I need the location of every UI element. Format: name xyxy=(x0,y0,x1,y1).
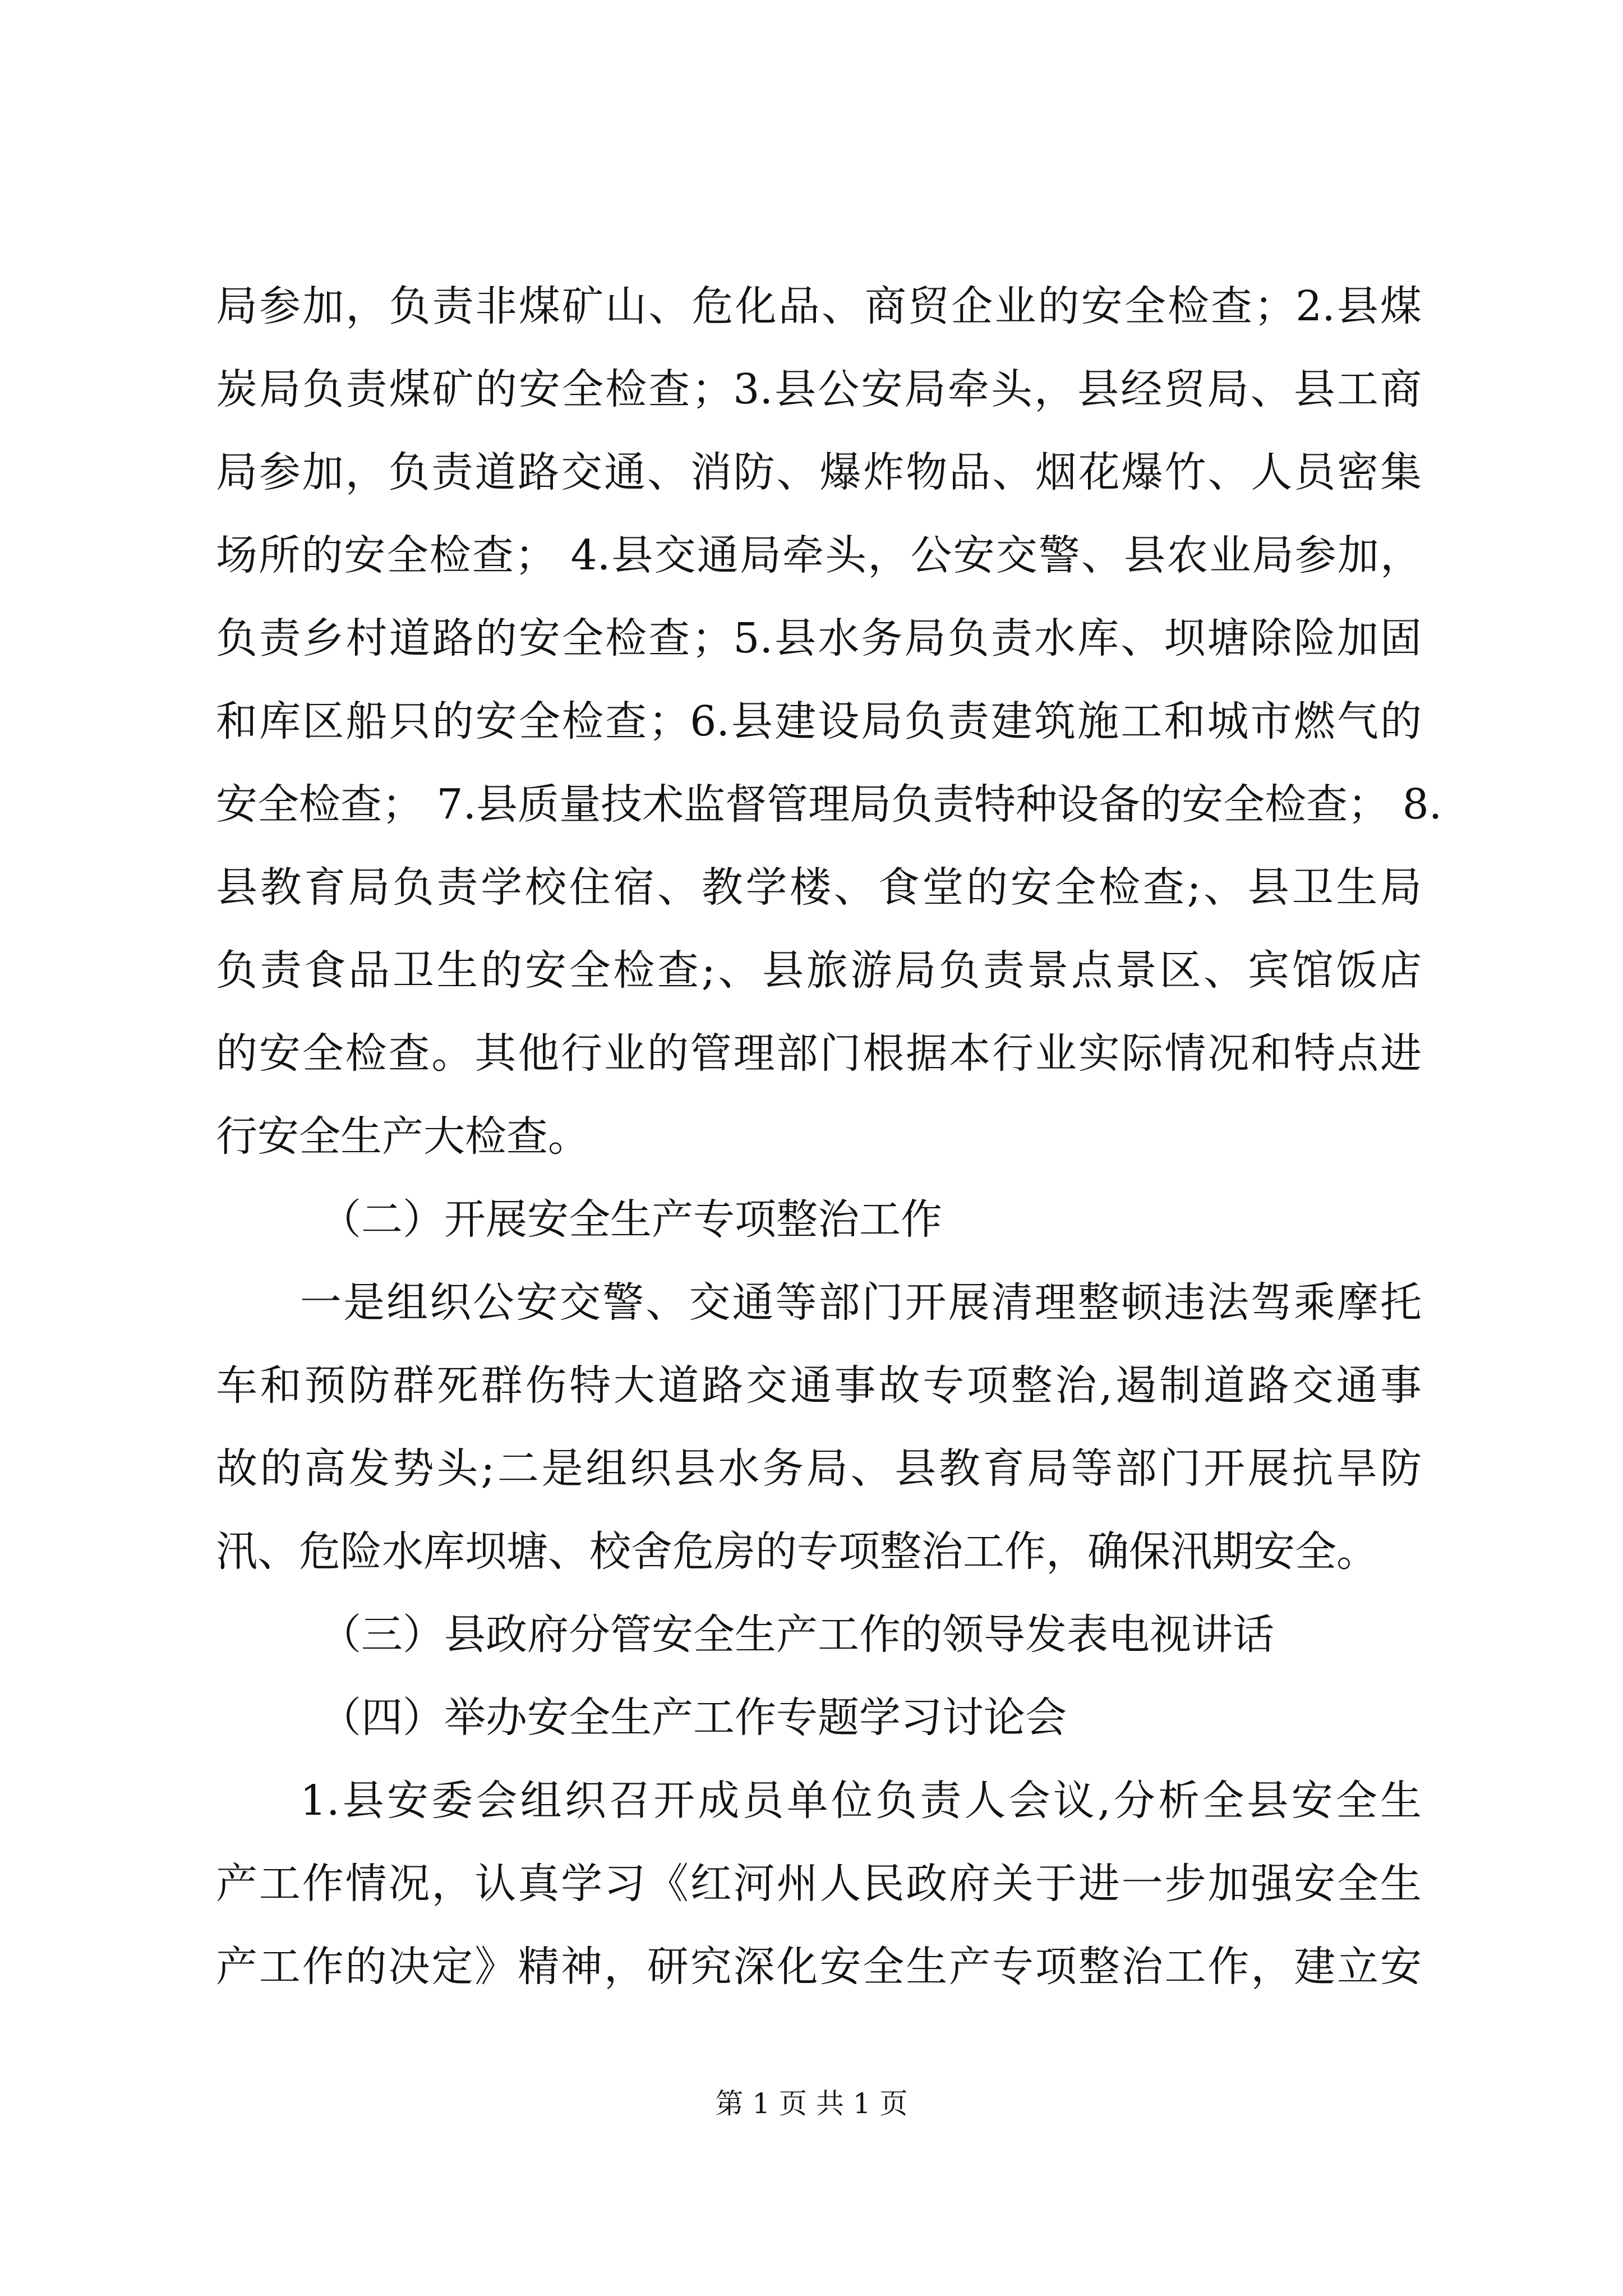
text-line: 场所的安全检查； 4.县交通局牵头，公安交警、县农业局参加， xyxy=(216,531,1422,579)
text-line: 产工作情况，认真学习《红河州人民政府关于进一步加强安全生 xyxy=(216,1860,1422,1908)
text-line: 一是组织公安交警、交通等部门开展清理整顿违法驾乘摩托 xyxy=(300,1278,1422,1327)
text-line: 行安全生产大检查。 xyxy=(216,1112,589,1161)
text-line: 和库区船只的安全检查；6.县建设局负责建筑施工和城市燃气的 xyxy=(216,697,1422,746)
text-line: 局参加，负责非煤矿山、危化品、商贸企业的安全检查；2.县煤 xyxy=(216,282,1422,330)
text-line: 车和预防群死群伤特大道路交通事故专项整治,遏制道路交通事 xyxy=(216,1361,1422,1410)
text-line: 局参加，负责道路交通、消防、爆炸物品、烟花爆竹、人员密集 xyxy=(216,448,1422,496)
text-line: 负责食品卫生的安全检查;、县旅游局负责景点景区、宾馆饭店 xyxy=(216,946,1422,995)
text-line: 汛、危险水库坝塘、校舍危房的专项整治工作，确保汛期安全。 xyxy=(216,1527,1378,1576)
section-heading: （二）开展安全生产专项整治工作 xyxy=(320,1195,942,1244)
page-number-label: 第 1 页 共 1 页 xyxy=(715,2087,908,2120)
text-line: 1.县安委会组织召开成员单位负责人会议,分析全县安全生 xyxy=(300,1777,1422,1825)
text-line: 负责乡村道路的安全检查；5.县水务局负责水库、坝塘除险加固 xyxy=(216,614,1422,662)
text-line: 故的高发势头;二是组织县水务局、县教育局等部门开展抗旱防 xyxy=(216,1444,1422,1493)
document-body xyxy=(216,265,1442,2008)
text-line: 的安全检查。其他行业的管理部门根据本行业实际情况和特点进 xyxy=(216,1029,1422,1078)
text-line: 县教育局负责学校住宿、教学楼、食堂的安全检查;、县卫生局 xyxy=(216,863,1422,912)
text-line: 安全检查； 7.县质量技术监督管理局负责特种设备的安全检查； 8. xyxy=(216,780,1442,829)
page-footer xyxy=(0,2081,1623,2122)
text-line: 产工作的决定》精神，研究深化安全生产专项整治工作，建立安 xyxy=(216,1943,1422,1991)
section-heading: （三）县政府分管安全生产工作的领导发表电视讲话 xyxy=(320,1611,1274,1659)
section-heading: （四）举办安全生产工作专题学习讨论会 xyxy=(320,1694,1067,1742)
text-line: 炭局负责煤矿的安全检查；3.县公安局牵头，县经贸局、县工商 xyxy=(216,365,1422,413)
